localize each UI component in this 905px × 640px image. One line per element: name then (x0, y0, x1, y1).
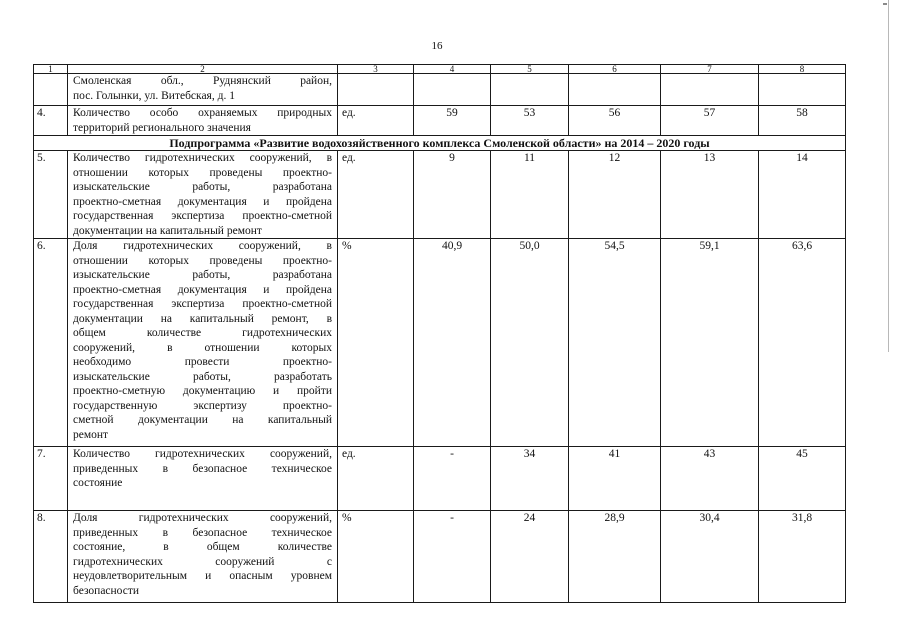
description-line: Количество гидротехнических сооружений, (73, 448, 332, 460)
description-line: гидротехнических сооружений с (73, 555, 332, 568)
scan-edge-line (888, 0, 889, 352)
unit-cell: % (338, 239, 414, 447)
column-number: 7 (661, 65, 759, 74)
row-number: 8. (34, 511, 68, 603)
description-line: государственную экспертизу проектно- (73, 399, 332, 412)
description-line: Смоленская обл., Руднянский район, (73, 75, 332, 87)
value-cell (759, 74, 846, 106)
description-line: государственная экспертиза проектно-сметной (73, 298, 332, 310)
value-cell: 53 (491, 106, 569, 136)
value-cell: 30,4 (661, 511, 759, 603)
value-cell (661, 74, 759, 106)
unit-cell: ед. (338, 447, 414, 511)
description-line: сметной документации на капитальный (73, 414, 332, 426)
table-row (34, 447, 846, 511)
description-line: сооружений, в отношении которых (73, 341, 332, 354)
value-cell: 57 (661, 106, 759, 136)
column-number: 8 (759, 65, 846, 74)
description-line: ремонт (73, 428, 109, 441)
table-row (34, 511, 846, 603)
column-number: 3 (338, 65, 414, 74)
table-row (34, 151, 846, 239)
description-cell (68, 151, 338, 239)
value-cell: 14 (759, 151, 846, 239)
column-number: 6 (569, 65, 661, 74)
description-line: территорий регионального значения (73, 121, 251, 134)
description-line: приведенных в безопасное техническое (73, 462, 332, 475)
value-cell (491, 74, 569, 106)
description-line: проектно-сметная документация и пройдена (73, 195, 332, 208)
description-line: изыскательские работы, разработать (73, 370, 332, 383)
value-cell: - (414, 511, 491, 603)
description-line: отношении которых проведены проектно- (73, 166, 332, 179)
description-line: приведенных в безопасное техническое (73, 526, 332, 539)
value-cell: 43 (661, 447, 759, 511)
description-line: необходимо провести проектно- (73, 356, 332, 368)
value-cell: 40,9 (414, 239, 491, 447)
subprogram-title: Подпрограмма «Развитие водохозяйственного комплекса Смоленской области» на 2014 – 2020 годы (34, 136, 846, 151)
unit-cell: ед. (338, 106, 414, 136)
description-line: изыскательские работы, разработана (73, 181, 332, 193)
description-line: документации на капитальный ремонт (73, 224, 262, 237)
value-cell: 34 (491, 447, 569, 511)
column-number: 1 (34, 65, 68, 74)
description-line: Количество особо охраняемых природных (73, 107, 332, 119)
value-cell: 24 (491, 511, 569, 603)
value-cell: 41 (569, 447, 661, 511)
subprogram-row (34, 136, 846, 151)
unit-cell: ед. (338, 151, 414, 239)
description-line: государственная экспертиза проектно-сметной (73, 210, 332, 222)
value-cell: 63,6 (759, 239, 846, 447)
page-number: 16 (431, 40, 443, 52)
column-number: 2 (68, 65, 338, 74)
description-line: пос. Голынки, ул. Витебская, д. 1 (73, 89, 235, 102)
value-cell: 9 (414, 151, 491, 239)
value-cell (569, 74, 661, 106)
value-cell: 59 (414, 106, 491, 136)
value-cell: 28,9 (569, 511, 661, 603)
column-number: 5 (491, 65, 569, 74)
description-line: проектно-сметная документация и пройдена (73, 283, 332, 296)
description-line: изыскательские работы, разработана (73, 269, 332, 281)
description-line: состояние, в общем количестве (73, 541, 332, 553)
value-cell: 12 (569, 151, 661, 239)
description-line: отношении которых проведены проектно- (73, 254, 332, 267)
value-cell: 59,1 (661, 239, 759, 447)
scan-mark (883, 3, 887, 5)
value-cell: - (414, 447, 491, 511)
description-line: Доля гидротехнических сооружений, (73, 512, 332, 524)
row-number-cell (34, 74, 68, 106)
table-row (34, 106, 846, 136)
value-cell: 13 (661, 151, 759, 239)
description-line: состояние (73, 477, 123, 489)
description-line: безопасности (73, 584, 140, 597)
value-cell: 50,0 (491, 239, 569, 447)
row-number: 4. (34, 106, 68, 136)
column-number: 4 (414, 65, 491, 74)
table-row (34, 74, 846, 106)
value-cell (414, 74, 491, 106)
indicators-table (33, 64, 846, 603)
value-cell: 56 (569, 106, 661, 136)
value-cell: 58 (759, 106, 846, 136)
value-cell: 31,8 (759, 511, 846, 603)
description-cell (68, 106, 338, 136)
value-cell: 54,5 (569, 239, 661, 447)
row-number: 7. (34, 447, 68, 511)
row-number: 5. (34, 151, 68, 239)
description-cell (68, 511, 338, 603)
description-line: документации на капитальный ремонт, в (73, 312, 332, 325)
description-cell (68, 239, 338, 447)
description-cell (68, 74, 338, 106)
description-line: Доля гидротехнических сооружений, в (73, 240, 332, 252)
description-line: неудовлетворительным и опасным уровнем (73, 570, 332, 582)
column-number-row (34, 65, 846, 74)
description-line: проектно-сметную документацию и пройти (73, 385, 332, 397)
value-cell: 45 (759, 447, 846, 511)
unit-cell (338, 74, 414, 106)
description-line: общем количестве гидротехнических (73, 327, 332, 339)
row-number: 6. (34, 239, 68, 447)
table-row (34, 239, 846, 447)
description-cell (68, 447, 338, 511)
unit-cell: % (338, 511, 414, 603)
description-line: Количество гидротехнических сооружений, в (73, 152, 332, 164)
value-cell: 11 (491, 151, 569, 239)
